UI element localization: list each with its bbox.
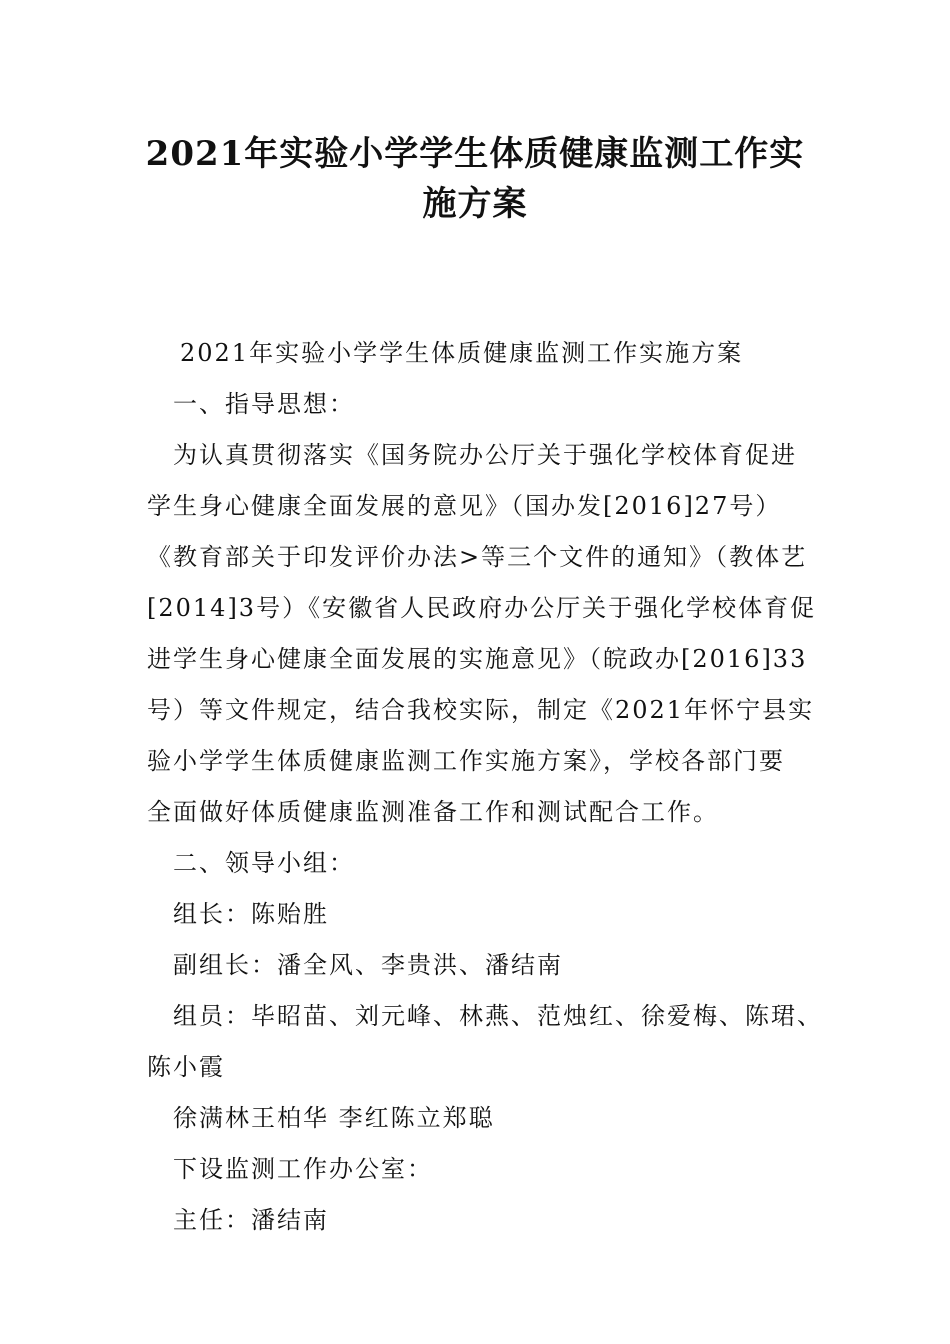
- section-heading-guiding-ideology: 一、指导思想：: [173, 390, 355, 418]
- document-body: [147, 328, 827, 1246]
- paragraph-line: 进学生身心健康全面发展的实施意见》（皖政办[2016]33: [147, 645, 808, 673]
- section-heading-leadership-group: 二、领导小组：: [173, 849, 355, 877]
- deputy-group-leader: 副组长：潘全风、李贵洪、潘结南: [173, 951, 563, 979]
- group-leader: 组长：陈贻胜: [173, 900, 329, 928]
- paragraph-line: 验小学学生体质健康监测工作实施方案》，学校各部门要: [147, 747, 785, 775]
- group-members-line-1: 组员：毕昭苗、刘元峰、林燕、范烛红、徐爱梅、陈珺、: [173, 1002, 823, 1030]
- group-members-line-3: 徐满林王柏华 李红陈立郑聪: [173, 1104, 495, 1132]
- document-title-line-1: 2021年实验小学学生体质健康监测工作实: [145, 134, 805, 174]
- paragraph-line: 为认真贯彻落实《国务院办公厅关于强化学校体育促进: [173, 441, 797, 469]
- paragraph-line: 学生身心健康全面发展的意见》（国办发[2016]27号）: [147, 492, 782, 520]
- document-title-line-2: 施方案: [422, 184, 528, 224]
- document-subtitle: 2021年实验小学学生体质健康监测工作实施方案: [180, 339, 744, 367]
- paragraph-line: [2014]3号）《安徽省人民政府办公厅关于强化学校体育促: [147, 594, 817, 622]
- office-heading: 下设监测工作办公室：: [173, 1155, 433, 1183]
- paragraph-line: 号）等文件规定，结合我校实际，制定《2021年怀宁县实: [147, 696, 815, 724]
- group-members-line-2: 陈小霞: [147, 1053, 225, 1081]
- paragraph-line: 《教育部关于印发评价办法>等三个文件的通知》（教体艺: [147, 543, 808, 571]
- paragraph-line: 全面做好体质健康监测准备工作和测试配合工作。: [147, 798, 719, 826]
- office-director: 主任：潘结南: [173, 1206, 329, 1234]
